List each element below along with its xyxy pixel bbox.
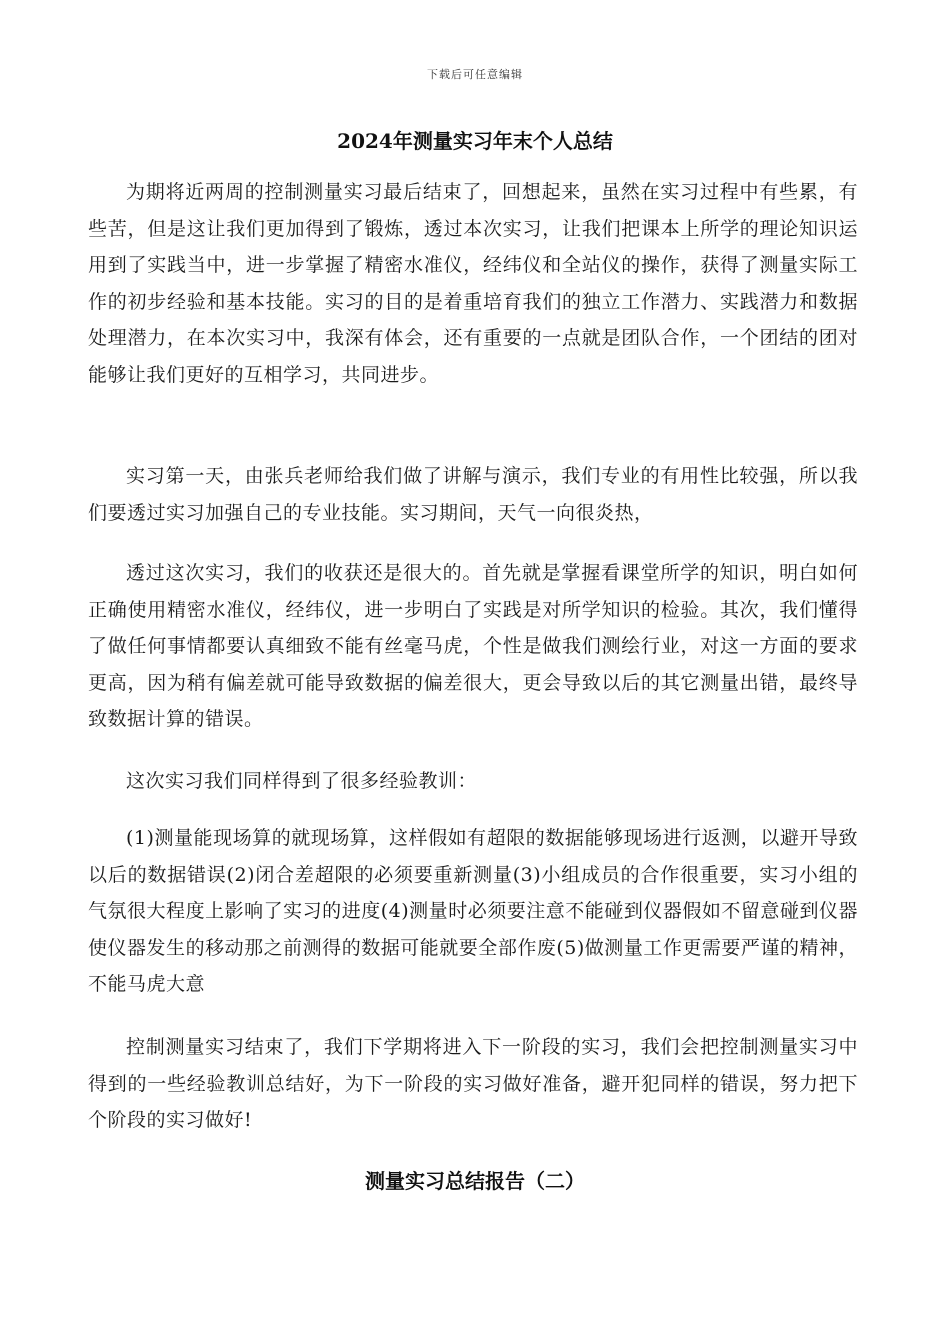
document-title: 2024年测量实习年末个人总结: [337, 129, 613, 153]
section-title-next-report: 测量实习总结报告（二）: [365, 1169, 585, 1193]
paragraph-gains: 透过这次实习，我们的收获还是很大的。首先就是掌握看课堂所学的知识，明白如何正确使用精密水准仪，经纬仪，进一步明白了实践是对所学知识的检验。其次，我们懂得了做任何事情都要认真细致不能有丝毫马虎，个性是做我们测绘行业，对这一方面的要求更高，因为稍有偏差就可能导致数据的偏差很大，更会导致以后的其它测量出错，最终导致数据计算的错误。: [88, 562, 858, 730]
paragraph-first-day: 实习第一天，由张兵老师给我们做了讲解与演示，我们专业的有用性比较强，所以我们要透过实习加强自己的专业技能。实习期间，天气一向很炎热，: [88, 465, 858, 524]
paragraph-intro: 为期将近两周的控制测量实习最后结束了，回想起来，虽然在实习过程中有些累，有些苦，但是这让我们更加得到了锻炼，透过本次实习，让我们把课本上所学的理论知识运用到了实践当中，进一步掌握了精密水准仪，经纬仪和全站仪的操作，获得了测量实际工作的初步经验和基本技能。实习的目的是着重培育我们的独立工作潜力、实践潜力和数据处理潜力，在本次实习中，我深有体会，还有重要的一点就是团队合作，一个团结的团对能够让我们更好的互相学习，共同进步。: [88, 181, 858, 386]
paragraph-conclusion: 控制测量实习结束了，我们下学期将进入下一阶段的实习，我们会把控制测量实习中得到的一些经验教训总结好，为下一阶段的实习做好准备，避开犯同样的错误，努力把下个阶段的实习做好!: [88, 1036, 858, 1131]
paragraph-lessons-intro: 这次实习我们同样得到了很多经验教训：: [126, 770, 478, 792]
paragraph-lessons-list: (1)测量能现场算的就现场算，这样假如有超限的数据能够现场进行返测，以避开导致以后的数据错误(2)闭合差超限的必须要重新测量(3)小组成员的合作很重要，实习小组的气氛很大程度上影响了实习的进度(4)测量时必须要注意不能碰到仪器假如不留意碰到仪器使仪器发生的移动那之前测得的数据可能就要全部作废(5)做测量工作更需要严谨的精神，不能马虎大意: [88, 827, 858, 995]
page-header-note: 下载后可任意编辑: [427, 68, 523, 81]
